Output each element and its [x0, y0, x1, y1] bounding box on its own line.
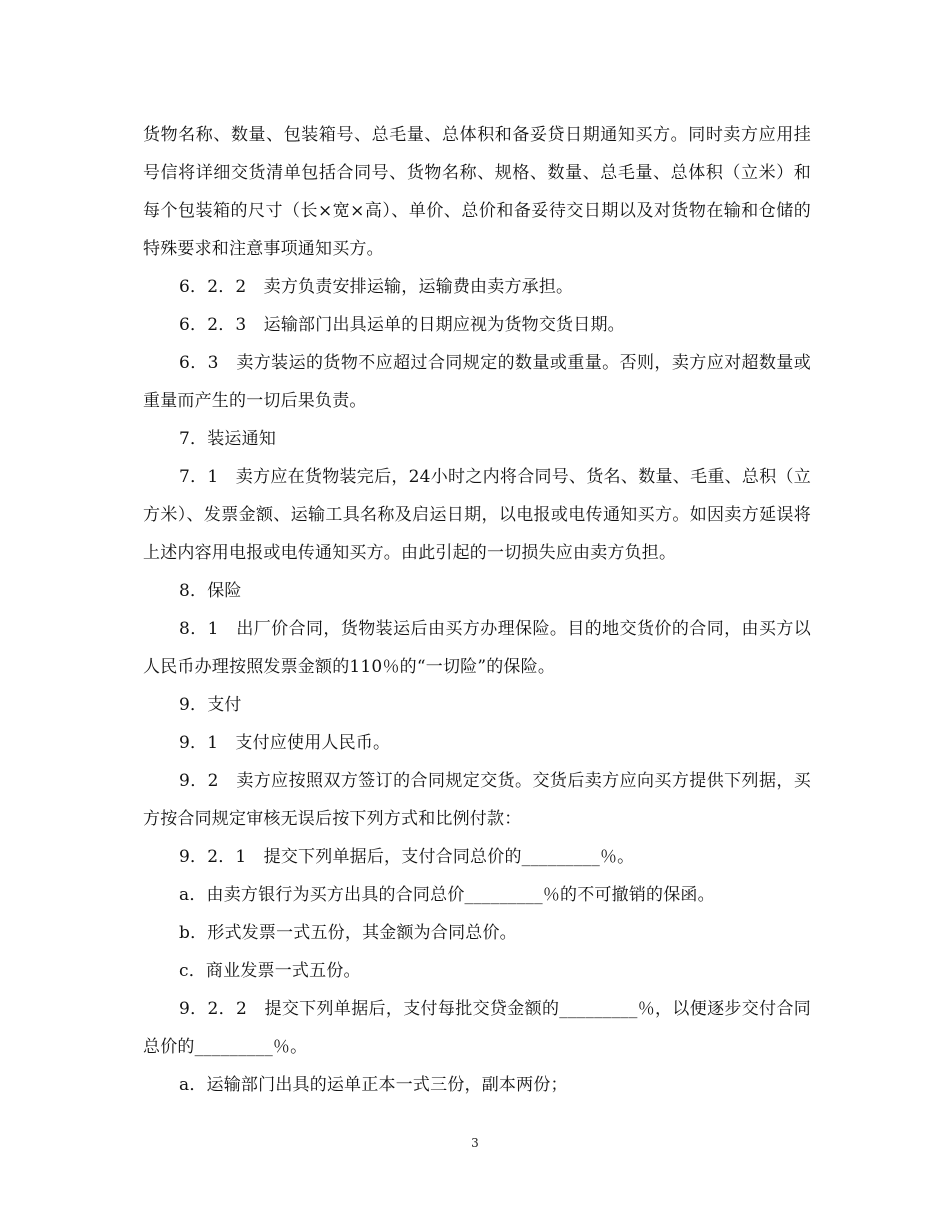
section-heading-8: 8．保险 [179, 581, 242, 601]
paragraph-clause-9-1: 9．1 支付应使用人民币。 [179, 733, 391, 753]
paragraph-clause-6-3: 6．3 卖方装运的货物不应超过合同规定的数量或重量。否则，卖方应对超数量或重量而产生的一切后果负责。 [143, 353, 811, 411]
document-body [143, 116, 811, 1104]
paragraph-clause-7-1: 7．1 卖方应在货物装完后，24小时之内将合同号、货名、数量、毛重、总积（立方米）、发票金额、运输工具名称及启运日期，以电报或电传通知买方。如因卖方延误将上述内容用电报或电传通知买方。由此引起的一切损失应由卖方负担。 [143, 467, 811, 563]
paragraph-clause-9-2-1: 9．2．1 提交下列单据后，支付合同总价的_________％。 [179, 847, 635, 867]
list-item-a-waybill: a．运输部门出具的运单正本一式三份，副本两份； [179, 1075, 568, 1095]
page-number: 3 [471, 1136, 479, 1150]
list-item-b-proforma-invoice: b．形式发票一式五份，其金额为合同总价。 [179, 923, 517, 943]
list-item-c-commercial-invoice: c．商业发票一式五份。 [179, 961, 361, 981]
section-heading-7: 7．装运通知 [179, 429, 277, 449]
paragraph-clause-6-2-2: 6．2．2 卖方负责安排运输，运输费由卖方承担。 [179, 277, 574, 297]
paragraph-clause-9-2-2: 9．2．2 提交下列单据后，支付每批交贷金额的_________％，以便逐步交付合同总价的_________％。 [143, 999, 811, 1057]
paragraph-clause-6-2-3: 6．2．3 运输部门出具运单的日期应视为货物交货日期。 [179, 315, 625, 335]
list-item-a-guarantee: a．由卖方银行为买方出具的合同总价_________％的不可撤销的保函。 [179, 885, 715, 905]
paragraph-shipment-notice-continued: 货物名称、数量、包装箱号、总毛量、总体积和备妥贷日期通知买方。同时卖方应用挂号信将详细交货清单包括合同号、货物名称、规格、数量、总毛量、总体积（立米）和每个包装箱的尺寸（长×宽×高）、单价、总价和备妥待交日期以及对货物在输和仓储的特殊要求和注意事项通知买方。 [143, 125, 811, 259]
section-heading-9: 9．支付 [179, 695, 242, 715]
paragraph-clause-8-1: 8．1 出厂价合同，货物装运后由买方办理保险。目的地交货价的合同，由买方以人民币办理按照发票金额的110％的“一切险”的保险。 [143, 619, 811, 677]
paragraph-clause-9-2: 9．2 卖方应按照双方签订的合同规定交货。交货后卖方应向买方提供下列据，买方按合同规定审核无误后按下列方式和比例付款： [143, 771, 811, 829]
